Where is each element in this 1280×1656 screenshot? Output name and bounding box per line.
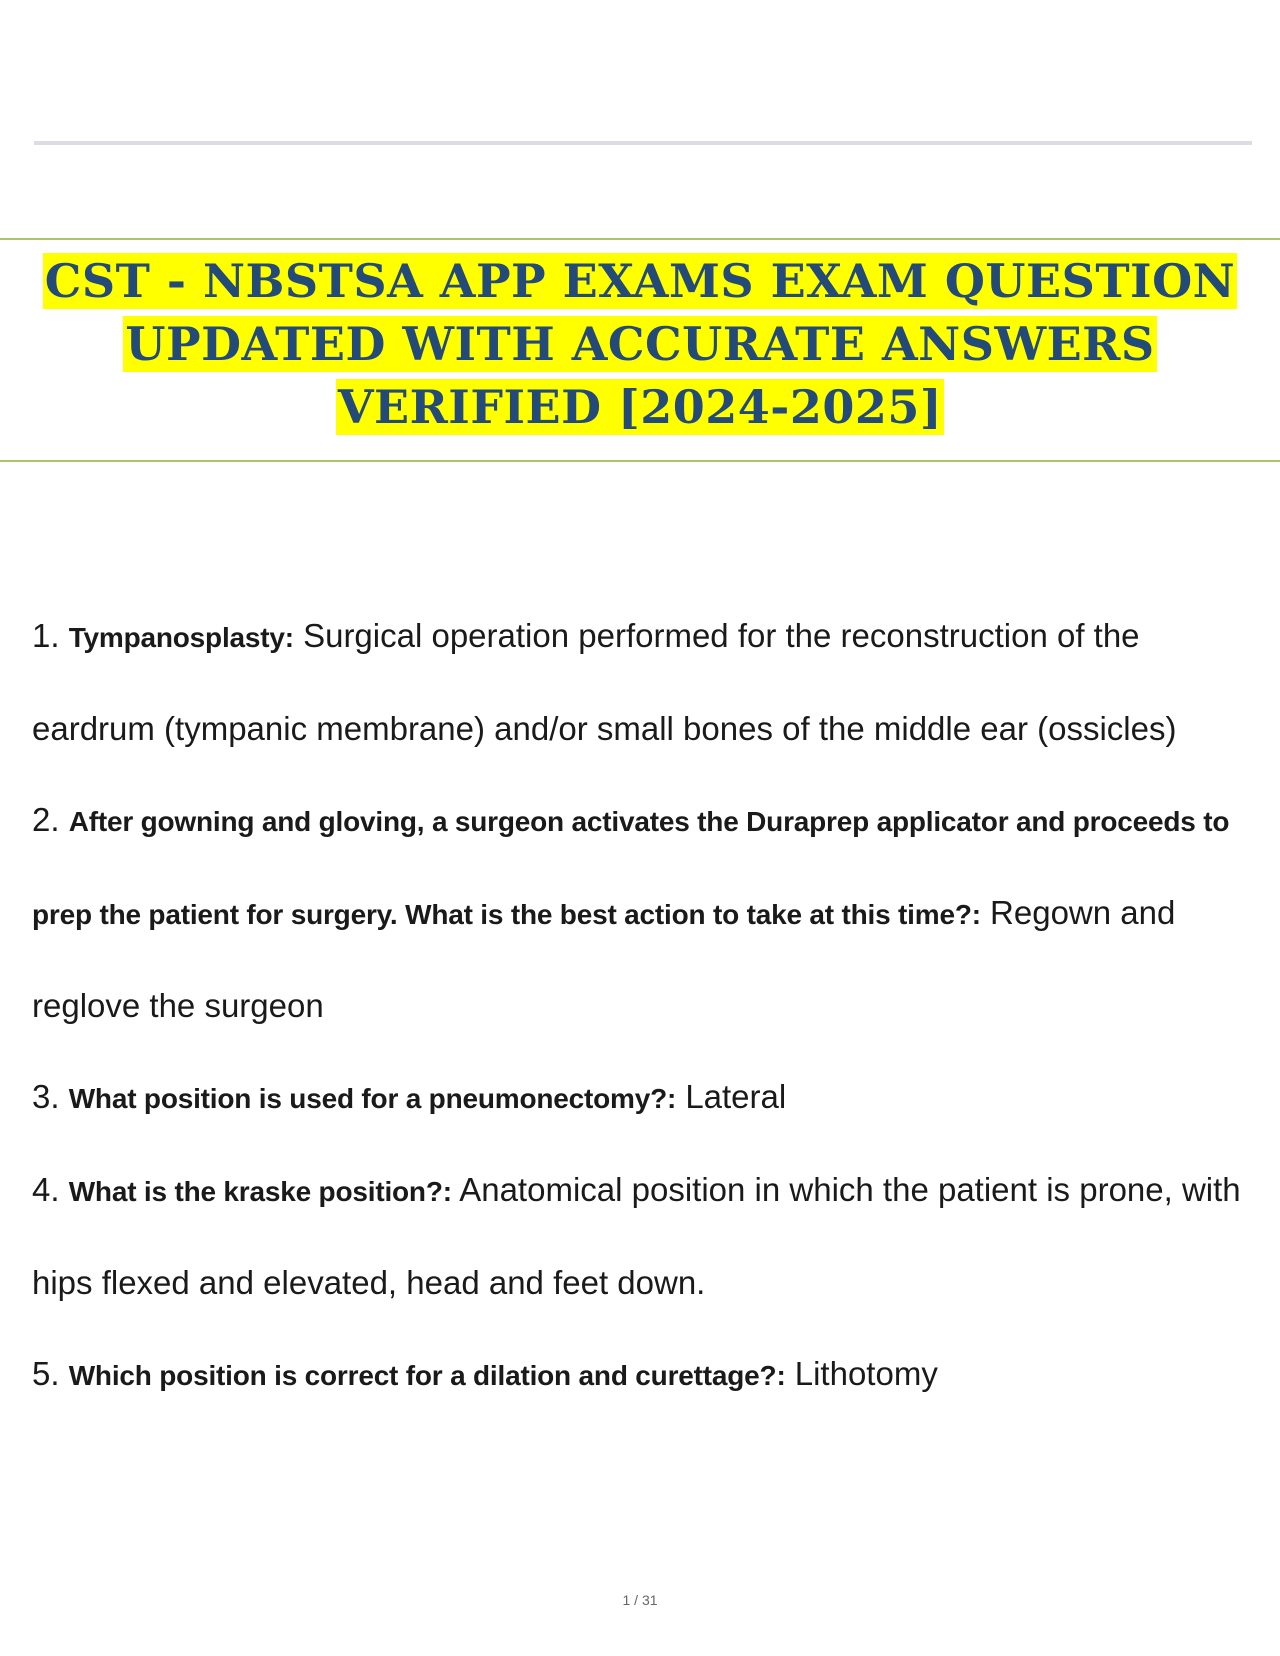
question-text: After gowning and gloving, a surgeon activates the Duraprep applicator and proceeds to prep the patient for surgery. What is the best action to take at this time?: — [32, 806, 1230, 930]
title-line-text: CST - NBSTSA APP EXAMS EXAM QUESTION — [44, 254, 1236, 308]
question-item — [32, 774, 1252, 1051]
answer-text: Anatomical position in which the patient is prone, with hips flexed and elevated, head and feet down. — [32, 1171, 1241, 1301]
question-number: 4. — [32, 1171, 60, 1208]
answer-text: Regown and reglove the surgeon — [32, 894, 1176, 1024]
document-title — [0, 250, 1280, 439]
title-line — [0, 376, 1280, 439]
answer-text: Surgical operation performed for the reconstruction of the eardrum (tympanic membrane) and/or small bones of the middle ear (ossicles) — [32, 617, 1177, 747]
question-text: What is the kraske position?: — [68, 1176, 452, 1207]
question-list — [32, 590, 1252, 1421]
question-item — [32, 590, 1252, 774]
answer-text: Lithotomy — [794, 1355, 938, 1392]
question-text: Which position is correct for a dilation and curettage?: — [68, 1360, 786, 1391]
question-number: 1. — [32, 617, 60, 654]
question-text: What position is used for a pneumonectomy?: — [68, 1083, 677, 1114]
question-item — [32, 1328, 1252, 1421]
title-line — [0, 250, 1280, 313]
title-line — [0, 313, 1280, 376]
question-number: 2. — [32, 801, 60, 838]
question-text: Tympanosplasty: — [68, 622, 294, 653]
question-number: 5. — [32, 1355, 60, 1392]
title-line-text: VERIFIED [2024-2025] — [337, 380, 943, 434]
title-bottom-rule — [0, 460, 1280, 462]
question-item — [32, 1051, 1252, 1144]
question-number: 3. — [32, 1078, 60, 1115]
header-divider — [34, 141, 1252, 145]
question-item — [32, 1144, 1252, 1328]
title-top-rule — [0, 238, 1280, 240]
title-line-text: UPDATED WITH ACCURATE ANSWERS — [125, 317, 1155, 371]
page-number: 1 / 31 — [622, 1592, 658, 1608]
answer-text: Lateral — [685, 1078, 787, 1115]
